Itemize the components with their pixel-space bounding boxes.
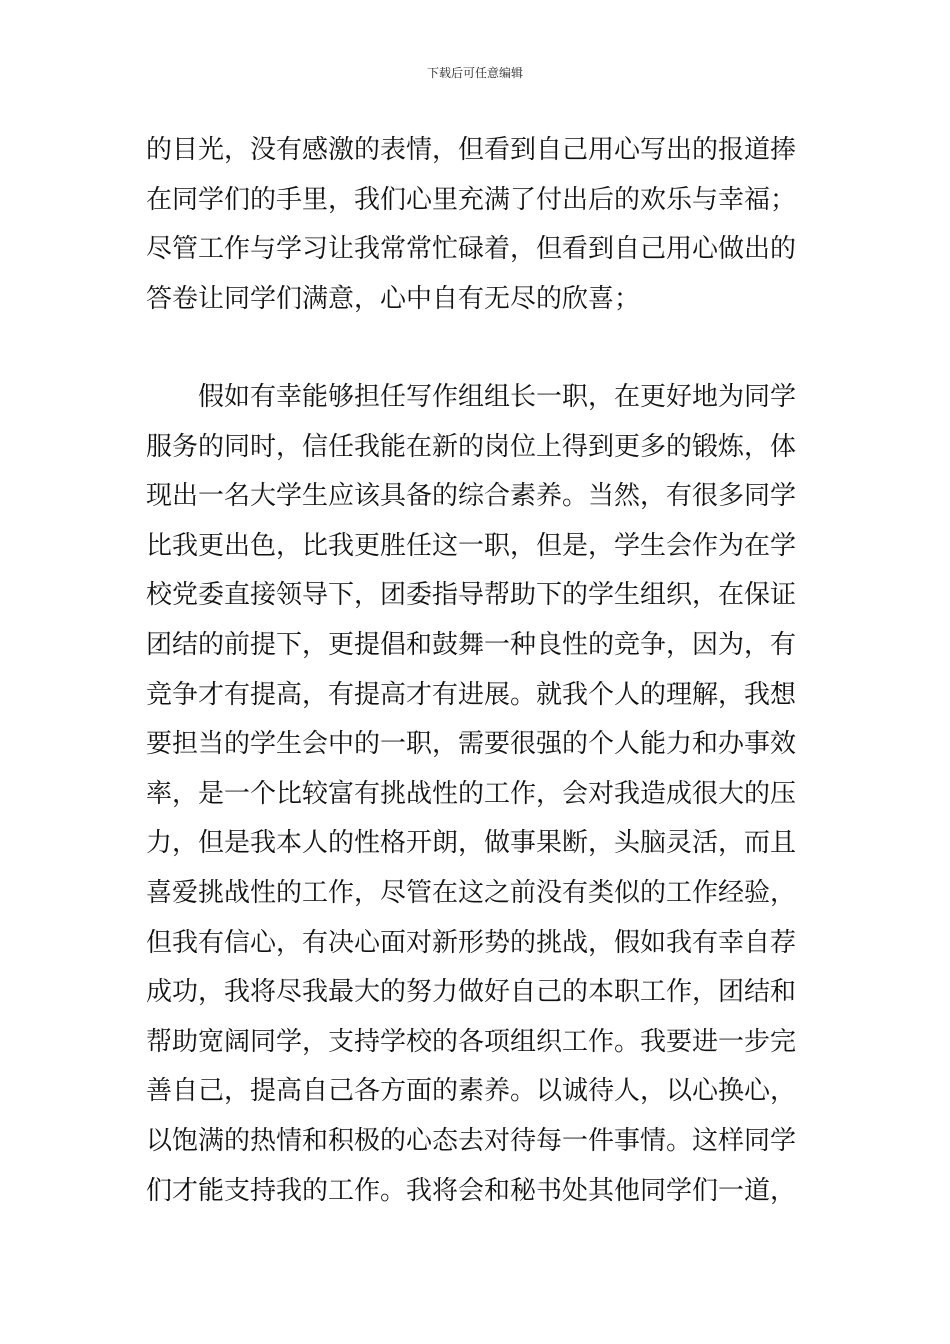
text-line: 但我有信心，有决心面对新形势的挑战，假如我有幸自荐 bbox=[146, 927, 797, 958]
paragraph-1 bbox=[146, 126, 806, 324]
text-line: 喜爱挑战性的工作，尽管在这之前没有类似的工作经验， bbox=[146, 877, 797, 908]
text-line: 团结的前提下，更提倡和鼓舞一种良性的竞争，因为，有 bbox=[146, 629, 797, 660]
text-line: 竞争才有提高，有提高才有进展。就我个人的理解，我想 bbox=[146, 679, 797, 710]
text-line: 们才能支持我的工作。我将会和秘书处其他同学们一道， bbox=[146, 1175, 797, 1206]
text-line: 假如有幸能够担任写作组组长一职，在更好地为同学 bbox=[198, 382, 797, 412]
text-line: 善自己，提高自己各方面的素养。以诚待人，以心换心， bbox=[146, 1076, 797, 1107]
text-line: 力，但是我本人的性格开朗，做事果断，头脑灵活，而且 bbox=[146, 828, 797, 859]
text-line: 答卷让同学们满意，心中自有无尽的欣喜； bbox=[146, 283, 641, 314]
text-line: 比我更出色，比我更胜任这一职，但是，学生会作为在学 bbox=[146, 530, 797, 561]
paragraph-2 bbox=[146, 373, 806, 1216]
text-line: 服务的同时，信任我能在新的岗位上得到更多的锻炼，体 bbox=[146, 431, 797, 462]
text-line: 帮助宽阔同学，支持学校的各项组织工作。我要进一步完 bbox=[146, 1026, 797, 1057]
text-line: 的目光，没有感激的表情，但看到自己用心写出的报道捧 bbox=[146, 135, 797, 165]
text-line: 率，是一个比较富有挑战性的工作，会对我造成很大的压 bbox=[146, 778, 797, 809]
text-line: 成功，我将尽我最大的努力做好自己的本职工作，团结和 bbox=[146, 977, 797, 1008]
text-line: 现出一名大学生应该具备的综合素养。当然，有很多同学 bbox=[146, 481, 797, 512]
text-line: 以饱满的热情和积极的心态去对待每一件事情。这样同学 bbox=[146, 1125, 797, 1156]
text-line: 校党委直接领导下，团委指导帮助下的学生组织，在保证 bbox=[146, 580, 797, 611]
text-line: 在同学们的手里，我们心里充满了付出后的欢乐与幸福； bbox=[146, 184, 797, 215]
page-header: 下载后可任意编辑 bbox=[426, 66, 523, 80]
text-line: 尽管工作与学习让我常常忙碌着，但看到自己用心做出的 bbox=[146, 234, 797, 265]
text-line: 要担当的学生会中的一职，需要很强的个人能力和办事效 bbox=[146, 729, 797, 760]
